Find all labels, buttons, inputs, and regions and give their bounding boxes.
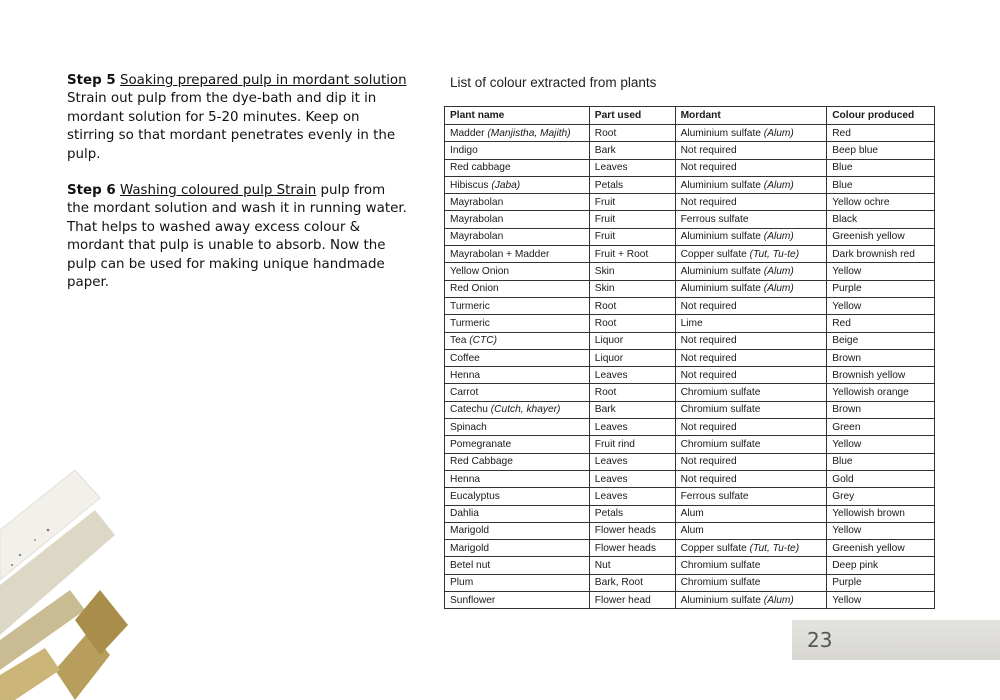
cell-mordant: Aluminium sulfate (Alum)	[675, 280, 827, 297]
cell-part-used: Leaves	[589, 159, 675, 176]
cell-colour-produced: Purple	[827, 574, 935, 591]
cell-mordant: Not required	[675, 453, 827, 470]
cell-part-used: Fruit	[589, 228, 675, 245]
cell-colour-produced: Yellowish brown	[827, 505, 935, 522]
cell-mordant: Not required	[675, 159, 827, 176]
table-header-row	[445, 107, 935, 125]
cell-plant-name: Carrot	[445, 384, 590, 401]
cell-plant-name: Catechu (Cutch, khayer)	[445, 401, 590, 418]
step-6-label: Step 6	[67, 183, 116, 199]
handmade-paper-swatches-decoration	[0, 470, 140, 700]
cell-mordant: Ferrous sulfate	[675, 211, 827, 228]
cell-colour-produced: Blue	[827, 159, 935, 176]
cell-part-used: Petals	[589, 176, 675, 193]
table-row	[445, 401, 935, 418]
table-body	[445, 125, 935, 609]
step-6-heading: Washing coloured pulp Strain	[119, 183, 317, 199]
cell-colour-produced: Grey	[827, 488, 935, 505]
cell-colour-produced: Brown	[827, 401, 935, 418]
cell-part-used: Flower head	[589, 592, 675, 609]
cell-part-used: Liquor	[589, 349, 675, 366]
cell-part-used: Leaves	[589, 470, 675, 487]
cell-plant-name: Turmeric	[445, 297, 590, 314]
cell-colour-produced: Beige	[827, 332, 935, 349]
table-row	[445, 505, 935, 522]
cell-part-used: Flower heads	[589, 522, 675, 539]
cell-colour-produced: Dark brownish red	[827, 246, 935, 263]
page-number: 23	[807, 628, 833, 652]
table-row	[445, 367, 935, 384]
cell-colour-produced: Deep pink	[827, 557, 935, 574]
cell-colour-produced: Greenish yellow	[827, 540, 935, 557]
cell-part-used: Root	[589, 125, 675, 142]
step-5-heading: Soaking prepared pulp in mordant solution	[119, 73, 407, 88]
cell-colour-produced: Red	[827, 315, 935, 332]
cell-colour-produced: Yellow ochre	[827, 194, 935, 211]
cell-colour-produced: Yellow	[827, 592, 935, 609]
table-row	[445, 142, 935, 159]
table-row	[445, 176, 935, 193]
cell-plant-name: Eucalyptus	[445, 488, 590, 505]
cell-part-used: Skin	[589, 263, 675, 280]
cell-plant-name: Spinach	[445, 419, 590, 436]
cell-mordant: Copper sulfate (Tut, Tu-te)	[675, 246, 827, 263]
cell-colour-produced: Blue	[827, 176, 935, 193]
cell-plant-name: Mayrabolan	[445, 194, 590, 211]
cell-colour-produced: Brownish yellow	[827, 367, 935, 384]
cell-plant-name: Hibiscus (Jaba)	[445, 176, 590, 193]
cell-colour-produced: Yellow	[827, 297, 935, 314]
table-row	[445, 540, 935, 557]
table-row	[445, 125, 935, 142]
cell-colour-produced: Yellow	[827, 522, 935, 539]
cell-colour-produced: Brown	[827, 349, 935, 366]
table-row	[445, 470, 935, 487]
header-part-used: Part used	[589, 107, 675, 125]
cell-part-used: Flower heads	[589, 540, 675, 557]
cell-part-used: Root	[589, 384, 675, 401]
cell-mordant: Lime	[675, 315, 827, 332]
table-row	[445, 419, 935, 436]
cell-plant-name: Indigo	[445, 142, 590, 159]
cell-plant-name: Pomegranate	[445, 436, 590, 453]
table-row	[445, 574, 935, 591]
cell-mordant: Chromium sulfate	[675, 384, 827, 401]
table-row	[445, 315, 935, 332]
cell-colour-produced: Yellowish orange	[827, 384, 935, 401]
cell-mordant: Alum	[675, 522, 827, 539]
cell-part-used: Fruit rind	[589, 436, 675, 453]
cell-colour-produced: Black	[827, 211, 935, 228]
cell-part-used: Fruit + Root	[589, 246, 675, 263]
cell-part-used: Bark, Root	[589, 574, 675, 591]
steps-text	[67, 72, 407, 310]
table-row	[445, 557, 935, 574]
step-5-label: Step 5	[67, 73, 116, 88]
cell-plant-name: Red Onion	[445, 280, 590, 297]
cell-part-used: Leaves	[589, 419, 675, 436]
cell-mordant: Not required	[675, 142, 827, 159]
cell-part-used: Leaves	[589, 488, 675, 505]
table-row	[445, 228, 935, 245]
cell-colour-produced: Yellow	[827, 263, 935, 280]
table-row	[445, 453, 935, 470]
cell-mordant: Aluminium sulfate (Alum)	[675, 263, 827, 280]
cell-mordant: Aluminium sulfate (Alum)	[675, 592, 827, 609]
table-row	[445, 246, 935, 263]
cell-plant-name: Betel nut	[445, 557, 590, 574]
cell-plant-name: Turmeric	[445, 315, 590, 332]
cell-colour-produced: Greenish yellow	[827, 228, 935, 245]
cell-part-used: Leaves	[589, 453, 675, 470]
step-5-text: Strain out pulp from the dye-bath and dip it in mordant solution for 5-20 minutes. Keep on stirring so that mordant penetrates evenly in the pulp.	[67, 91, 396, 162]
cell-mordant: Not required	[675, 419, 827, 436]
cell-part-used: Petals	[589, 505, 675, 522]
cell-mordant: Copper sulfate (Tut, Tu-te)	[675, 540, 827, 557]
cell-plant-name: Tea (CTC)	[445, 332, 590, 349]
table-row	[445, 592, 935, 609]
cell-plant-name: Mayrabolan + Madder	[445, 246, 590, 263]
cell-part-used: Fruit	[589, 194, 675, 211]
cell-plant-name: Marigold	[445, 540, 590, 557]
table-row	[445, 263, 935, 280]
cell-part-used: Root	[589, 297, 675, 314]
table-row	[445, 332, 935, 349]
cell-colour-produced: Red	[827, 125, 935, 142]
cell-plant-name: Marigold	[445, 522, 590, 539]
header-colour-produced: Colour produced	[827, 107, 935, 125]
cell-plant-name: Plum	[445, 574, 590, 591]
cell-colour-produced: Purple	[827, 280, 935, 297]
plant-colour-table	[444, 106, 935, 609]
table-row	[445, 280, 935, 297]
step-6	[67, 182, 407, 292]
cell-mordant: Aluminium sulfate (Alum)	[675, 228, 827, 245]
cell-mordant: Chromium sulfate	[675, 436, 827, 453]
cell-mordant: Not required	[675, 470, 827, 487]
cell-mordant: Chromium sulfate	[675, 557, 827, 574]
cell-mordant: Not required	[675, 332, 827, 349]
cell-part-used: Root	[589, 315, 675, 332]
table-row	[445, 522, 935, 539]
cell-plant-name: Red Cabbage	[445, 453, 590, 470]
table-row	[445, 488, 935, 505]
cell-mordant: Aluminium sulfate (Alum)	[675, 176, 827, 193]
cell-plant-name: Madder (Manjistha, Majith)	[445, 125, 590, 142]
step-6-text: pulp from the mordant solution and wash it in running water. That helps to washed away excess colour & mordant that pulp is unable to absorb. Now the pulp can be used for making unique handmade paper.	[67, 183, 407, 291]
table-row	[445, 349, 935, 366]
cell-plant-name: Coffee	[445, 349, 590, 366]
cell-mordant: Not required	[675, 297, 827, 314]
cell-mordant: Chromium sulfate	[675, 574, 827, 591]
cell-colour-produced: Blue	[827, 453, 935, 470]
cell-plant-name: Sunflower	[445, 592, 590, 609]
cell-plant-name: Henna	[445, 367, 590, 384]
header-plant-name: Plant name	[445, 107, 590, 125]
cell-mordant: Not required	[675, 349, 827, 366]
cell-part-used: Bark	[589, 142, 675, 159]
table-row	[445, 159, 935, 176]
cell-plant-name: Mayrabolan	[445, 228, 590, 245]
table-row	[445, 436, 935, 453]
cell-plant-name: Mayrabolan	[445, 211, 590, 228]
header-mordant: Mordant	[675, 107, 827, 125]
table-title: List of colour extracted from plants	[450, 75, 657, 90]
table-row	[445, 211, 935, 228]
cell-part-used: Leaves	[589, 367, 675, 384]
cell-part-used: Liquor	[589, 332, 675, 349]
cell-colour-produced: Beep blue	[827, 142, 935, 159]
cell-part-used: Bark	[589, 401, 675, 418]
cell-plant-name: Yellow Onion	[445, 263, 590, 280]
table-row	[445, 297, 935, 314]
cell-part-used: Fruit	[589, 211, 675, 228]
cell-colour-produced: Yellow	[827, 436, 935, 453]
cell-mordant: Chromium sulfate	[675, 401, 827, 418]
cell-mordant: Not required	[675, 194, 827, 211]
cell-plant-name: Henna	[445, 470, 590, 487]
cell-part-used: Skin	[589, 280, 675, 297]
table-row	[445, 194, 935, 211]
cell-part-used: Nut	[589, 557, 675, 574]
table-row	[445, 384, 935, 401]
cell-colour-produced: Green	[827, 419, 935, 436]
step-5	[67, 72, 407, 164]
cell-mordant: Aluminium sulfate (Alum)	[675, 125, 827, 142]
cell-colour-produced: Gold	[827, 470, 935, 487]
cell-mordant: Ferrous sulfate	[675, 488, 827, 505]
cell-plant-name: Dahlia	[445, 505, 590, 522]
cell-mordant: Not required	[675, 367, 827, 384]
cell-plant-name: Red cabbage	[445, 159, 590, 176]
cell-mordant: Alum	[675, 505, 827, 522]
